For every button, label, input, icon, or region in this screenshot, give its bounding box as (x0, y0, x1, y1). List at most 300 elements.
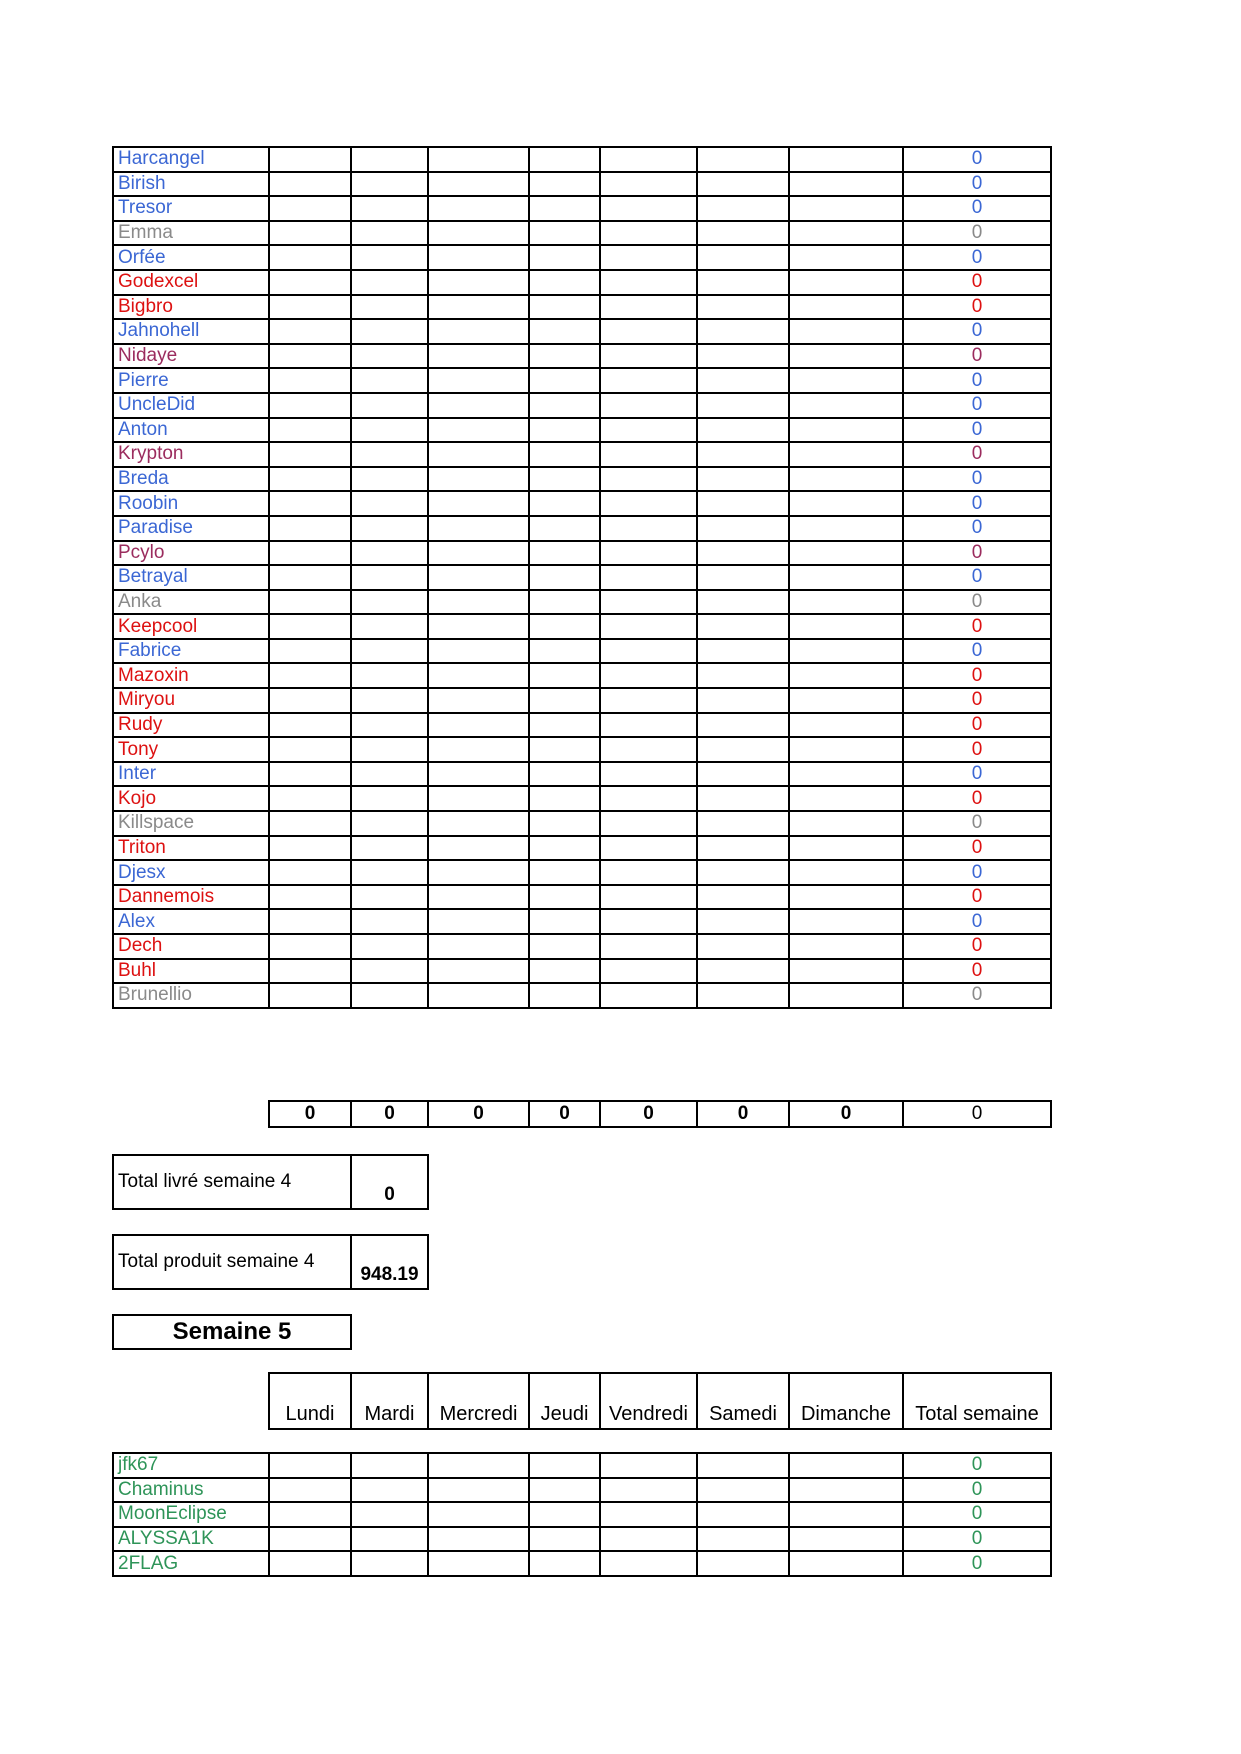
day-cell[interactable] (351, 663, 428, 688)
day-cell[interactable] (269, 737, 351, 762)
day-cell[interactable] (529, 368, 600, 393)
day-cell[interactable] (697, 663, 789, 688)
day-cell[interactable] (600, 319, 697, 344)
day-cell[interactable] (697, 516, 789, 541)
day-cell[interactable] (789, 836, 903, 861)
day-cell[interactable] (789, 811, 903, 836)
day-cell[interactable] (351, 885, 428, 910)
day-cell[interactable] (529, 491, 600, 516)
day-cell[interactable] (600, 245, 697, 270)
day-cell[interactable] (697, 983, 789, 1008)
day-cell[interactable] (789, 221, 903, 246)
day-cell[interactable] (697, 1478, 789, 1503)
day-cell[interactable] (789, 319, 903, 344)
day-cell[interactable] (529, 934, 600, 959)
day-cell[interactable] (600, 442, 697, 467)
day-cell[interactable] (789, 983, 903, 1008)
day-cell[interactable] (529, 344, 600, 369)
day-cell[interactable] (269, 319, 351, 344)
day-cell[interactable] (351, 1551, 428, 1576)
day-cell[interactable] (428, 590, 529, 615)
day-cell[interactable] (600, 909, 697, 934)
day-cell[interactable] (529, 639, 600, 664)
day-cell[interactable] (697, 1453, 789, 1478)
day-cell[interactable] (428, 541, 529, 566)
day-cell[interactable] (529, 663, 600, 688)
day-cell[interactable] (269, 221, 351, 246)
day-cell[interactable] (600, 737, 697, 762)
day-cell[interactable] (529, 172, 600, 197)
day-cell[interactable] (428, 983, 529, 1008)
day-cell[interactable] (269, 147, 351, 172)
day-cell[interactable] (789, 270, 903, 295)
player-week-total: 0 (903, 1527, 1051, 1552)
day-cell[interactable] (697, 270, 789, 295)
day-cell[interactable] (351, 565, 428, 590)
day-cell[interactable] (697, 1551, 789, 1576)
day-cell[interactable] (351, 983, 428, 1008)
week5-title-box (112, 1314, 352, 1350)
day-cell[interactable] (789, 467, 903, 492)
day-header-mardi: Mardi (351, 1373, 428, 1429)
day-cell[interactable] (269, 713, 351, 738)
day-cell[interactable] (697, 565, 789, 590)
day-cell[interactable] (600, 1453, 697, 1478)
day-cell[interactable] (351, 418, 428, 443)
day-cell[interactable] (697, 762, 789, 787)
day-cell[interactable] (789, 368, 903, 393)
day-cell[interactable] (789, 172, 903, 197)
day-cell[interactable] (529, 1453, 600, 1478)
day-cell[interactable] (600, 221, 697, 246)
day-cell[interactable] (529, 909, 600, 934)
day-cell[interactable] (600, 196, 697, 221)
day-cell[interactable] (351, 762, 428, 787)
day-cell[interactable] (697, 541, 789, 566)
day-cell[interactable] (428, 713, 529, 738)
day-cell[interactable] (428, 614, 529, 639)
day-cell[interactable] (529, 1527, 600, 1552)
day-cell[interactable] (789, 909, 903, 934)
day-cell[interactable] (697, 959, 789, 984)
day-cell[interactable] (529, 713, 600, 738)
day-cell[interactable] (529, 442, 600, 467)
day-cell[interactable] (428, 270, 529, 295)
day-cell[interactable] (600, 516, 697, 541)
day-cell[interactable] (269, 270, 351, 295)
table-row (113, 639, 1051, 664)
day-cell[interactable] (529, 196, 600, 221)
day-cell[interactable] (428, 221, 529, 246)
day-cell[interactable] (529, 319, 600, 344)
day-cell[interactable] (269, 811, 351, 836)
day-cell[interactable] (697, 934, 789, 959)
day-cell[interactable] (789, 614, 903, 639)
day-cell[interactable] (697, 442, 789, 467)
day-cell[interactable] (529, 565, 600, 590)
day-cell[interactable] (789, 541, 903, 566)
day-cell[interactable] (269, 1551, 351, 1576)
day-cell[interactable] (428, 762, 529, 787)
day-cell[interactable] (269, 393, 351, 418)
day-cell[interactable] (428, 516, 529, 541)
day-cell[interactable] (600, 1502, 697, 1527)
day-cell[interactable] (428, 245, 529, 270)
day-cell[interactable] (428, 295, 529, 320)
day-cell[interactable] (351, 196, 428, 221)
day-cell[interactable] (789, 196, 903, 221)
day-cell[interactable] (269, 442, 351, 467)
day-cell[interactable] (269, 860, 351, 885)
day-cell[interactable] (428, 491, 529, 516)
day-cell[interactable] (269, 1502, 351, 1527)
day-cell[interactable] (789, 1551, 903, 1576)
player-name: Betrayal (113, 565, 269, 590)
day-cell[interactable] (789, 295, 903, 320)
day-cell[interactable] (428, 639, 529, 664)
day-cell[interactable] (269, 786, 351, 811)
day-cell[interactable] (269, 196, 351, 221)
day-cell[interactable] (529, 590, 600, 615)
day-cell[interactable] (600, 885, 697, 910)
day-cell[interactable] (351, 1478, 428, 1503)
table-row (113, 959, 1051, 984)
day-cell[interactable] (428, 418, 529, 443)
day-cell[interactable] (428, 565, 529, 590)
grand-total-cell: 0 (903, 1101, 1051, 1127)
day-cell[interactable] (269, 467, 351, 492)
day-cell[interactable] (269, 1453, 351, 1478)
player-week-total: 0 (903, 811, 1051, 836)
day-cell[interactable] (269, 663, 351, 688)
day-cell[interactable] (428, 467, 529, 492)
day-cell[interactable] (269, 590, 351, 615)
day-cell[interactable] (789, 663, 903, 688)
day-cell[interactable] (351, 811, 428, 836)
day-cell[interactable] (428, 909, 529, 934)
day-cell[interactable] (600, 1551, 697, 1576)
day-cell[interactable] (697, 221, 789, 246)
day-cell[interactable] (428, 1453, 529, 1478)
day-cell[interactable] (428, 811, 529, 836)
day-cell[interactable] (529, 737, 600, 762)
day-cell[interactable] (600, 418, 697, 443)
day-cell[interactable] (697, 836, 789, 861)
day-cell[interactable] (529, 688, 600, 713)
day-cell[interactable] (789, 1453, 903, 1478)
day-cell[interactable] (351, 319, 428, 344)
day-cell[interactable] (529, 541, 600, 566)
day-cell[interactable] (529, 860, 600, 885)
day-cell[interactable] (600, 541, 697, 566)
day-cell[interactable] (269, 491, 351, 516)
day-cell[interactable] (697, 1502, 789, 1527)
day-cell[interactable] (529, 1478, 600, 1503)
day-cell[interactable] (600, 565, 697, 590)
player-name: Alex (113, 909, 269, 934)
day-cell[interactable] (269, 959, 351, 984)
day-cell[interactable] (600, 393, 697, 418)
day-cell[interactable] (789, 147, 903, 172)
day-cell[interactable] (428, 663, 529, 688)
day-cell[interactable] (428, 836, 529, 861)
day-cell[interactable] (529, 836, 600, 861)
day-cell[interactable] (351, 368, 428, 393)
day-cell[interactable] (351, 860, 428, 885)
day-cell[interactable] (351, 590, 428, 615)
player-name: Fabrice (113, 639, 269, 664)
day-cell[interactable] (351, 245, 428, 270)
day-cell[interactable] (351, 737, 428, 762)
day-cell[interactable] (529, 959, 600, 984)
day-cell[interactable] (351, 172, 428, 197)
day-cell[interactable] (529, 811, 600, 836)
day-cell[interactable] (428, 959, 529, 984)
day-cell[interactable] (269, 909, 351, 934)
day-cell[interactable] (789, 959, 903, 984)
day-total-cell: 0 (428, 1101, 529, 1127)
day-cell[interactable] (428, 172, 529, 197)
day-cell[interactable] (789, 786, 903, 811)
day-cell[interactable] (351, 541, 428, 566)
table-row (113, 442, 1051, 467)
day-cell[interactable] (269, 541, 351, 566)
day-cell[interactable] (697, 590, 789, 615)
day-cell[interactable] (600, 590, 697, 615)
day-cell[interactable] (697, 491, 789, 516)
day-cell[interactable] (269, 368, 351, 393)
week5-days-header (268, 1372, 1052, 1430)
day-cell[interactable] (600, 491, 697, 516)
player-name: MoonEclipse (113, 1502, 269, 1527)
day-cell[interactable] (789, 491, 903, 516)
day-cell[interactable] (600, 786, 697, 811)
day-cell[interactable] (529, 1551, 600, 1576)
day-cell[interactable] (789, 344, 903, 369)
day-cell[interactable] (428, 368, 529, 393)
day-cell[interactable] (351, 270, 428, 295)
day-cell[interactable] (269, 762, 351, 787)
day-cell[interactable] (697, 909, 789, 934)
day-cell[interactable] (600, 147, 697, 172)
day-cell[interactable] (789, 1527, 903, 1552)
day-cell[interactable] (351, 934, 428, 959)
day-cell[interactable] (269, 1527, 351, 1552)
day-cell[interactable] (529, 516, 600, 541)
day-cell[interactable] (529, 418, 600, 443)
day-cell[interactable] (269, 344, 351, 369)
day-cell[interactable] (351, 393, 428, 418)
day-cell[interactable] (600, 860, 697, 885)
day-cell[interactable] (600, 295, 697, 320)
day-cell[interactable] (351, 614, 428, 639)
day-cell[interactable] (529, 885, 600, 910)
day-cell[interactable] (428, 885, 529, 910)
day-cell[interactable] (351, 491, 428, 516)
day-cell[interactable] (789, 639, 903, 664)
table-row (113, 418, 1051, 443)
day-cell[interactable] (697, 319, 789, 344)
day-cell[interactable] (789, 245, 903, 270)
day-cell[interactable] (789, 713, 903, 738)
day-cell[interactable] (428, 934, 529, 959)
day-cell[interactable] (428, 737, 529, 762)
day-cell[interactable] (351, 516, 428, 541)
day-cell[interactable] (600, 934, 697, 959)
day-cell[interactable] (269, 1478, 351, 1503)
day-cell[interactable] (600, 1527, 697, 1552)
day-cell[interactable] (269, 245, 351, 270)
day-cell[interactable] (269, 688, 351, 713)
day-cell[interactable] (789, 565, 903, 590)
day-cell[interactable] (789, 762, 903, 787)
day-cell[interactable] (529, 983, 600, 1008)
day-cell[interactable] (789, 393, 903, 418)
player-name: Anton (113, 418, 269, 443)
day-cell[interactable] (789, 860, 903, 885)
day-cell[interactable] (789, 688, 903, 713)
day-cell[interactable] (697, 786, 789, 811)
day-cell[interactable] (600, 663, 697, 688)
day-cell[interactable] (351, 786, 428, 811)
day-cell[interactable] (351, 713, 428, 738)
player-week-total: 0 (903, 909, 1051, 934)
day-cell[interactable] (697, 418, 789, 443)
day-cell[interactable] (789, 590, 903, 615)
day-cell[interactable] (697, 196, 789, 221)
day-cell[interactable] (697, 467, 789, 492)
day-cell[interactable] (697, 245, 789, 270)
day-cell[interactable] (428, 688, 529, 713)
day-cell[interactable] (789, 1502, 903, 1527)
day-cell[interactable] (269, 295, 351, 320)
day-cell[interactable] (600, 172, 697, 197)
day-cell[interactable] (428, 1502, 529, 1527)
player-name: Triton (113, 836, 269, 861)
day-cell[interactable] (697, 368, 789, 393)
day-cell[interactable] (697, 885, 789, 910)
day-cell[interactable] (351, 836, 428, 861)
day-cell[interactable] (697, 295, 789, 320)
day-cell[interactable] (600, 983, 697, 1008)
day-cell[interactable] (269, 639, 351, 664)
day-cell[interactable] (600, 811, 697, 836)
day-cell[interactable] (428, 786, 529, 811)
player-week-total: 0 (903, 541, 1051, 566)
day-cell[interactable] (351, 1527, 428, 1552)
day-cell[interactable] (351, 688, 428, 713)
day-cell[interactable] (269, 516, 351, 541)
day-cell[interactable] (600, 713, 697, 738)
day-cell[interactable] (351, 221, 428, 246)
day-cell[interactable] (789, 885, 903, 910)
day-cell[interactable] (789, 934, 903, 959)
day-cell[interactable] (697, 614, 789, 639)
day-cell[interactable] (351, 639, 428, 664)
day-cell[interactable] (600, 270, 697, 295)
day-cell[interactable] (697, 147, 789, 172)
day-cell[interactable] (269, 565, 351, 590)
day-cell[interactable] (351, 442, 428, 467)
day-cell[interactable] (529, 245, 600, 270)
player-week-total: 0 (903, 934, 1051, 959)
day-cell[interactable] (529, 1502, 600, 1527)
day-cell[interactable] (697, 393, 789, 418)
day-cell[interactable] (600, 1478, 697, 1503)
day-cell[interactable] (428, 147, 529, 172)
day-cell[interactable] (428, 442, 529, 467)
day-cell[interactable] (529, 762, 600, 787)
day-cell[interactable] (351, 959, 428, 984)
day-cell[interactable] (600, 959, 697, 984)
day-cell[interactable] (697, 172, 789, 197)
day-cell[interactable] (529, 270, 600, 295)
day-cell[interactable] (600, 344, 697, 369)
day-cell[interactable] (600, 688, 697, 713)
day-cell[interactable] (428, 1478, 529, 1503)
day-cell[interactable] (269, 934, 351, 959)
day-cell[interactable] (529, 786, 600, 811)
day-cell[interactable] (351, 295, 428, 320)
day-cell[interactable] (697, 737, 789, 762)
day-cell[interactable] (600, 762, 697, 787)
day-cell[interactable] (529, 467, 600, 492)
day-cell[interactable] (428, 1527, 529, 1552)
day-cell[interactable] (351, 467, 428, 492)
day-cell[interactable] (351, 1502, 428, 1527)
day-cell[interactable] (697, 688, 789, 713)
day-cell[interactable] (351, 1453, 428, 1478)
day-cell[interactable] (351, 909, 428, 934)
day-cell[interactable] (269, 614, 351, 639)
day-cell[interactable] (269, 885, 351, 910)
day-cell[interactable] (697, 1527, 789, 1552)
day-cell[interactable] (697, 713, 789, 738)
day-cell[interactable] (529, 147, 600, 172)
day-cell[interactable] (529, 295, 600, 320)
day-cell[interactable] (600, 639, 697, 664)
day-cell[interactable] (697, 639, 789, 664)
day-cell[interactable] (428, 393, 529, 418)
day-cell[interactable] (789, 1478, 903, 1503)
day-cell[interactable] (600, 614, 697, 639)
day-cell[interactable] (269, 836, 351, 861)
day-cell[interactable] (428, 196, 529, 221)
day-cell[interactable] (600, 836, 697, 861)
day-cell[interactable] (428, 344, 529, 369)
day-cell[interactable] (529, 221, 600, 246)
day-cell[interactable] (529, 393, 600, 418)
day-cell[interactable] (269, 172, 351, 197)
day-cell[interactable] (428, 319, 529, 344)
day-cell[interactable] (600, 368, 697, 393)
day-cell[interactable] (351, 147, 428, 172)
day-cell[interactable] (428, 860, 529, 885)
day-cell[interactable] (351, 344, 428, 369)
day-cell[interactable] (789, 516, 903, 541)
day-cell[interactable] (789, 442, 903, 467)
day-cell[interactable] (428, 1551, 529, 1576)
day-cell[interactable] (697, 811, 789, 836)
day-cell[interactable] (697, 860, 789, 885)
day-cell[interactable] (789, 737, 903, 762)
day-cell[interactable] (529, 614, 600, 639)
day-cell[interactable] (269, 418, 351, 443)
day-cell[interactable] (697, 344, 789, 369)
day-cell[interactable] (600, 467, 697, 492)
day-cell[interactable] (269, 983, 351, 1008)
day-cell[interactable] (789, 418, 903, 443)
